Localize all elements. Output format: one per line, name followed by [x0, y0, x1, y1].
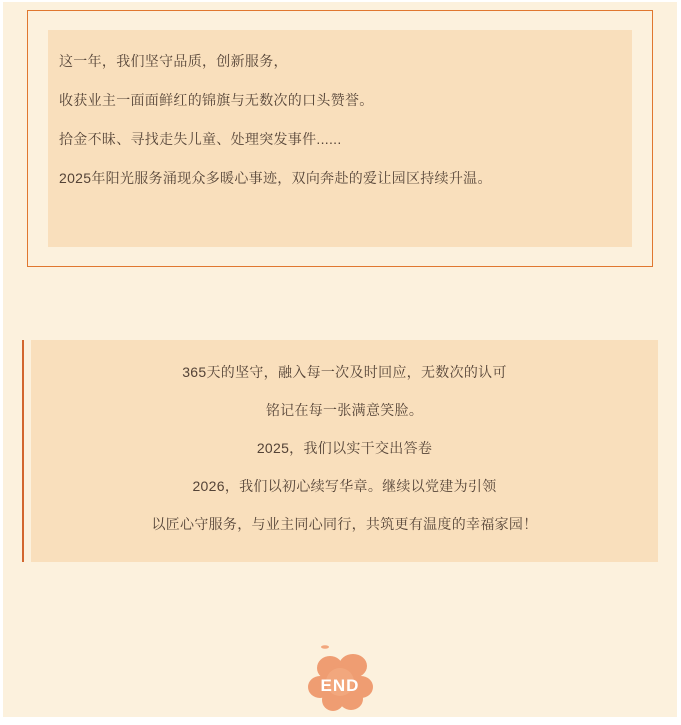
left-accent-bar — [22, 340, 24, 562]
outlook-line: 365天的坚守，融入每一次及时回应，无数次的认可 — [182, 364, 507, 380]
end-label: END — [320, 676, 360, 695]
article-page — [3, 2, 677, 717]
outlook-line: 以匠心守服务，与业主同心同行，共筑更有温度的幸福家园！ — [151, 516, 538, 532]
ink-dot-decoration — [321, 645, 329, 648]
outlook-line: 铭记在每一张满意笑脸。 — [265, 402, 424, 418]
outlook-line: 2026，我们以初心续写华章。继续以党建为引领 — [192, 478, 497, 494]
summary-panel — [48, 30, 632, 247]
summary-line: 收获业主一面面鲜红的锦旗与无数次的口头赞誉。 — [59, 92, 374, 108]
summary-line: 这一年，我们坚守品质，创新服务， — [59, 53, 288, 69]
summary-line: 拾金不昧、寻找走失儿童、处理突发事件...... — [59, 131, 342, 147]
outlook-box — [22, 340, 658, 562]
end-badge — [3, 644, 677, 714]
outlook-panel — [31, 340, 658, 562]
summary-line: 2025年阳光服务涌现众多暖心事迹，双向奔赴的爱让园区持续升温。 — [59, 170, 492, 186]
end-flower-icon — [306, 644, 374, 714]
summary-box — [27, 10, 653, 267]
outlook-line: 2025，我们以实干交出答卷 — [256, 440, 433, 456]
